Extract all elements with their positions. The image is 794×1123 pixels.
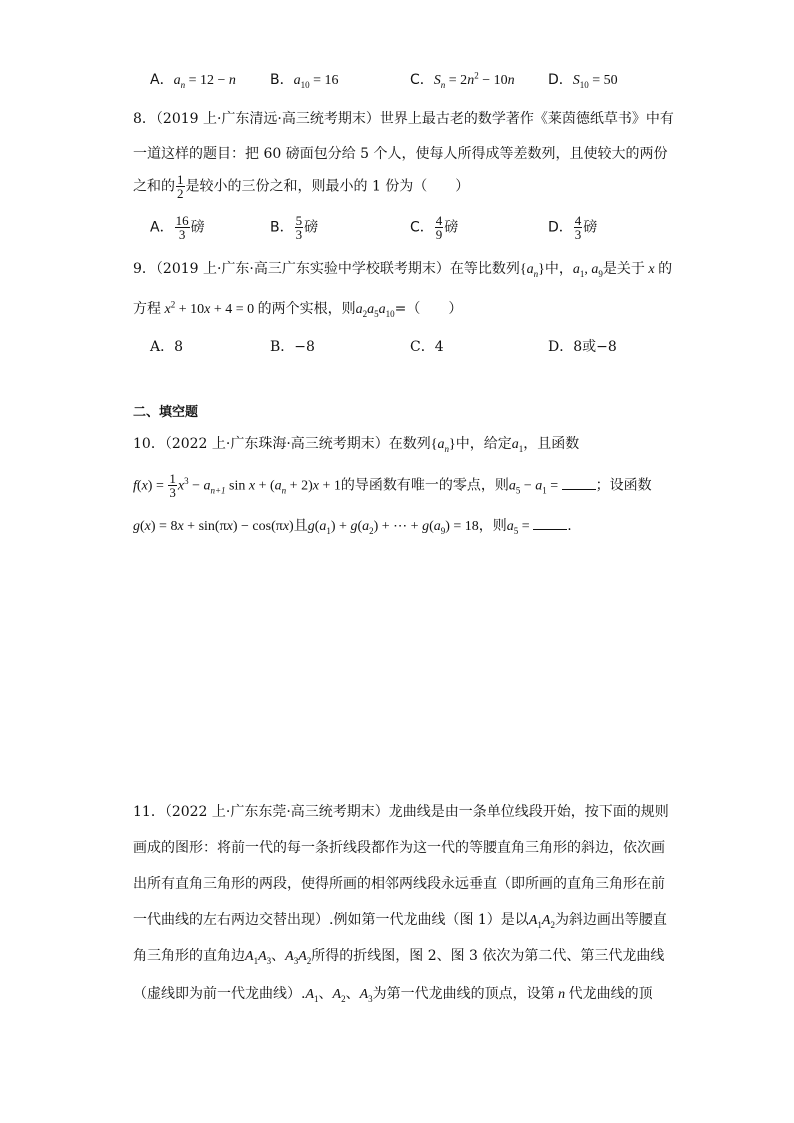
q10-line-1: 10．（2022 上·广东珠海·高三统考期末）在数列$\{a_n\}$中，给定$a_1$，且函数 bbox=[133, 436, 580, 454]
q11-line-3: 出所有直角三角形的两段，使得所画的相邻两线段永远垂直（即所画的直角三角形在前 bbox=[133, 876, 665, 892]
section-title-fill-in: 二、填空题 bbox=[133, 405, 199, 420]
q8-option-d: D． $\frac{4}{3}$ 磅 bbox=[548, 213, 598, 242]
q11-line-6: （虚线即为前一代龙曲线）$.A_1$、$A_2$、$A_3$为第一代龙曲线的顶点，设第 n 代龙曲线的顶 bbox=[133, 986, 653, 1004]
q9-option-c: C．4 bbox=[410, 339, 444, 355]
q10-line-3: g(x) = 8x + sin(πx) − cos(πx)且$g(a_1) + g(a_2)$ + ⋯ + $g(a_9) = 18$，则$a_5$ = . bbox=[133, 515, 572, 537]
q11-line-1: 11．（2022 上·广东东莞·高三统考期末）龙曲线是由一条单位线段开始，按下面的规则 bbox=[133, 804, 669, 820]
q8-option-b: B． $\frac{5}{3}$ 磅 bbox=[270, 213, 319, 242]
q11-line-5: 角三角形的直角边$A_1A_3$、$A_3A_2$所得的折线图，图 2、图 3 依次为第二代、第三代龙曲线 bbox=[133, 948, 665, 966]
q8-line-2: 一道这样的题目：把 60 磅面包分给 5 个人，使每人所得成等差数列，且使较大的两份 bbox=[133, 146, 668, 162]
q10-line-2: f(x) = $\frac{1}{3}$ $x^3 - a_{n+1}$ $\sin x + (a_n + 2)x + 1$的导函数有唯一的零点，则$a_5 - a_1$ = ；设函数 bbox=[133, 471, 652, 500]
q7-option-a: A．$a_n = 12 - n$ bbox=[150, 72, 236, 90]
q11-line-2: 画成的图形：将前一代的每一条折线段都作为这一代的等腰直角三角形的斜边，依次画 bbox=[133, 840, 665, 856]
answer-blank-1[interactable] bbox=[562, 475, 596, 490]
q9-option-a: A．8 bbox=[150, 339, 184, 355]
q8-line-3: 之和的 $\frac{1}{2}$ 是较小的三份之和，则最小的 1 份为（ ） bbox=[133, 172, 470, 201]
q7-option-b: B．$a_{10} = 16$ bbox=[270, 72, 339, 90]
q11-line-4: 一代曲线的左右两边交替出现）.例如第一代龙曲线（图 1）是以$A_1A_2$为斜边画出等腰直 bbox=[133, 912, 667, 930]
q8-option-c: C． $\frac{4}{9}$ 磅 bbox=[410, 213, 459, 242]
q9-option-b: B．−8 bbox=[270, 339, 315, 355]
q9-line-1: 9．（2019 上·广东·高三广东实验中学校联考期末）在等比数列$\{a_n\}$中，$a_1$, $a_9$是关于 x 的 bbox=[133, 261, 673, 279]
q9-option-d: D．8或−8 bbox=[548, 339, 617, 355]
q7-option-c: C．$S_n = 2n^2 - 10n$ bbox=[410, 70, 515, 90]
fraction-half: $\frac{1}{2}$ bbox=[177, 172, 184, 201]
q8-option-a: A． $\frac{16}{3}$ 磅 bbox=[150, 213, 205, 242]
answer-blank-2[interactable] bbox=[533, 515, 567, 530]
q8-line-1: 8．（2019 上·广东清远·高三统考期末）世界上最古老的数学著作《莱茵德纸草书》中有 bbox=[133, 111, 674, 127]
q7-option-d: D．$S_{10} = 50$ bbox=[548, 72, 618, 90]
q9-line-2: 方程 $x^2 + 10x + 4 = 0$ 的两个实根，则$a_2a_5a_{10}=$（ ） bbox=[133, 299, 463, 319]
